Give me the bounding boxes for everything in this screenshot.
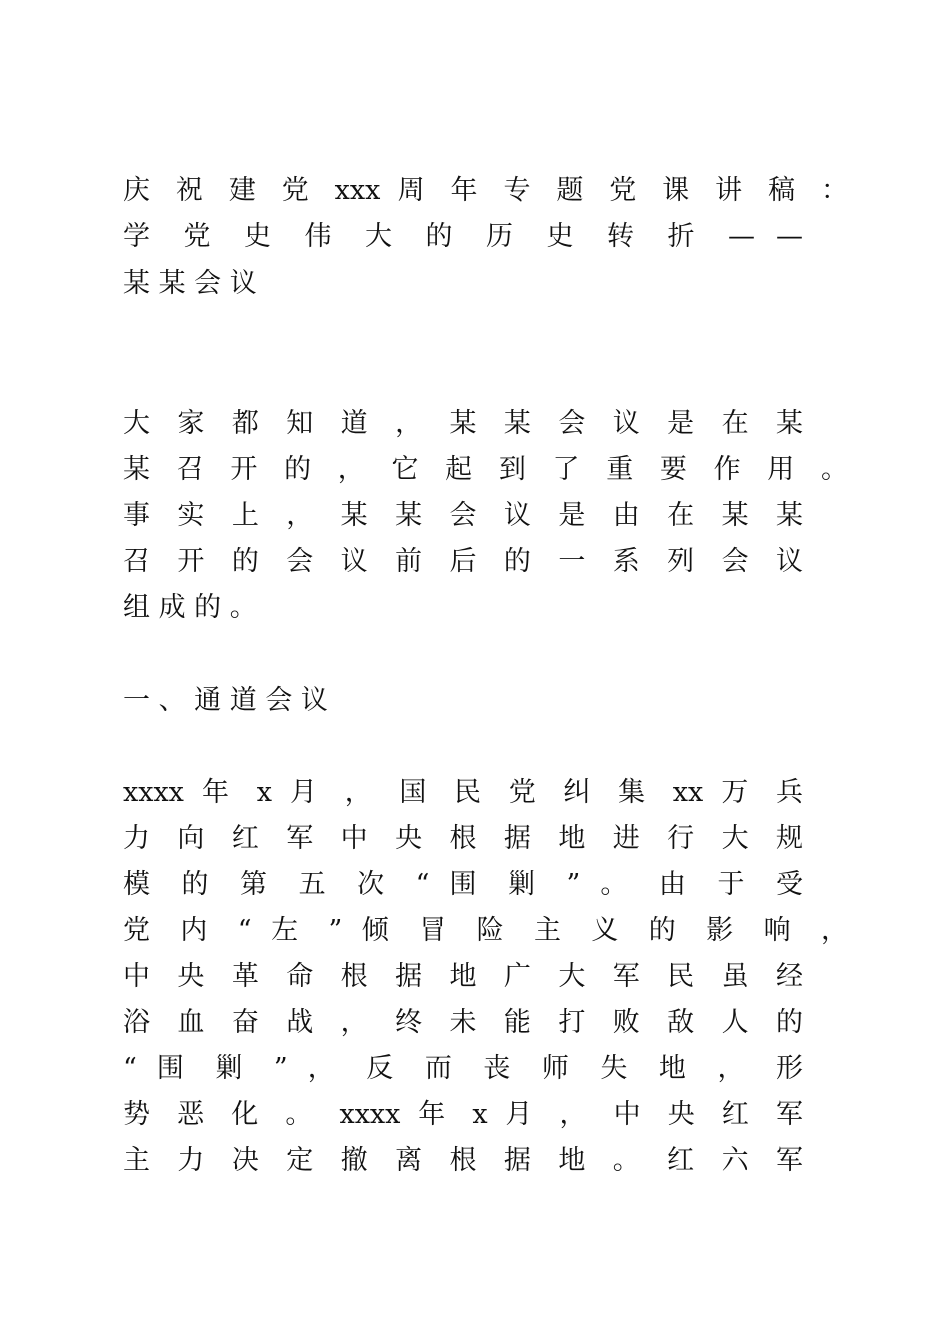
section-line-5: 中 央 革 命 根 据 地 广 大 军 民 虽 经 <box>123 961 803 992</box>
intro-line-3: 事 实 上 ， 某 某 会 议 是 由 在 某 某 <box>123 500 803 531</box>
intro-line-2: 某 召 开 的 ， 它 起 到 了 重 要 作 用 。 <box>123 454 848 485</box>
intro-line-4: 召 开 的 会 议 前 后 的 一 系 列 会 议 <box>123 546 803 577</box>
section-heading: 一 、 通 道 会 议 <box>123 685 328 716</box>
section-line-1: xxxx 年 x 月 ， 国 民 党 纠 集 xx 万 兵 <box>123 777 803 808</box>
section-line-8: 势 恶 化 。 xxxx 年 x 月 ， 中 央 红 军 <box>123 1099 803 1130</box>
title-line-2: 学 党 史 伟 大 的 历 史 转 折 — — <box>123 221 803 252</box>
title-line-3: 某 某 会 议 <box>123 268 257 299</box>
intro-line-1: 大 家 都 知 道 ， 某 某 会 议 是 在 某 <box>123 408 803 439</box>
section-line-3: 模 的 第 五 次 “ 围 剿 ” 。 由 于 受 <box>123 869 803 900</box>
section-line-6: 浴 血 奋 战 ， 终 未 能 打 败 敌 人 的 <box>123 1007 803 1038</box>
section-line-4: 党 内 “ 左 ” 倾 冒 险 主 义 的 影 响 ， <box>123 915 848 946</box>
intro-line-5: 组 成 的 。 <box>123 592 257 623</box>
section-line-7: “ 围 剿 ” ， 反 而 丧 师 失 地 ， 形 <box>123 1053 803 1084</box>
title-line-1: 庆 祝 建 党 xxx 周 年 专 题 党 课 讲 稿 ： <box>123 175 848 206</box>
section-line-9: 主 力 决 定 撤 离 根 据 地 。 红 六 军 <box>123 1145 803 1176</box>
section-line-2: 力 向 红 军 中 央 根 据 地 进 行 大 规 <box>123 823 803 854</box>
